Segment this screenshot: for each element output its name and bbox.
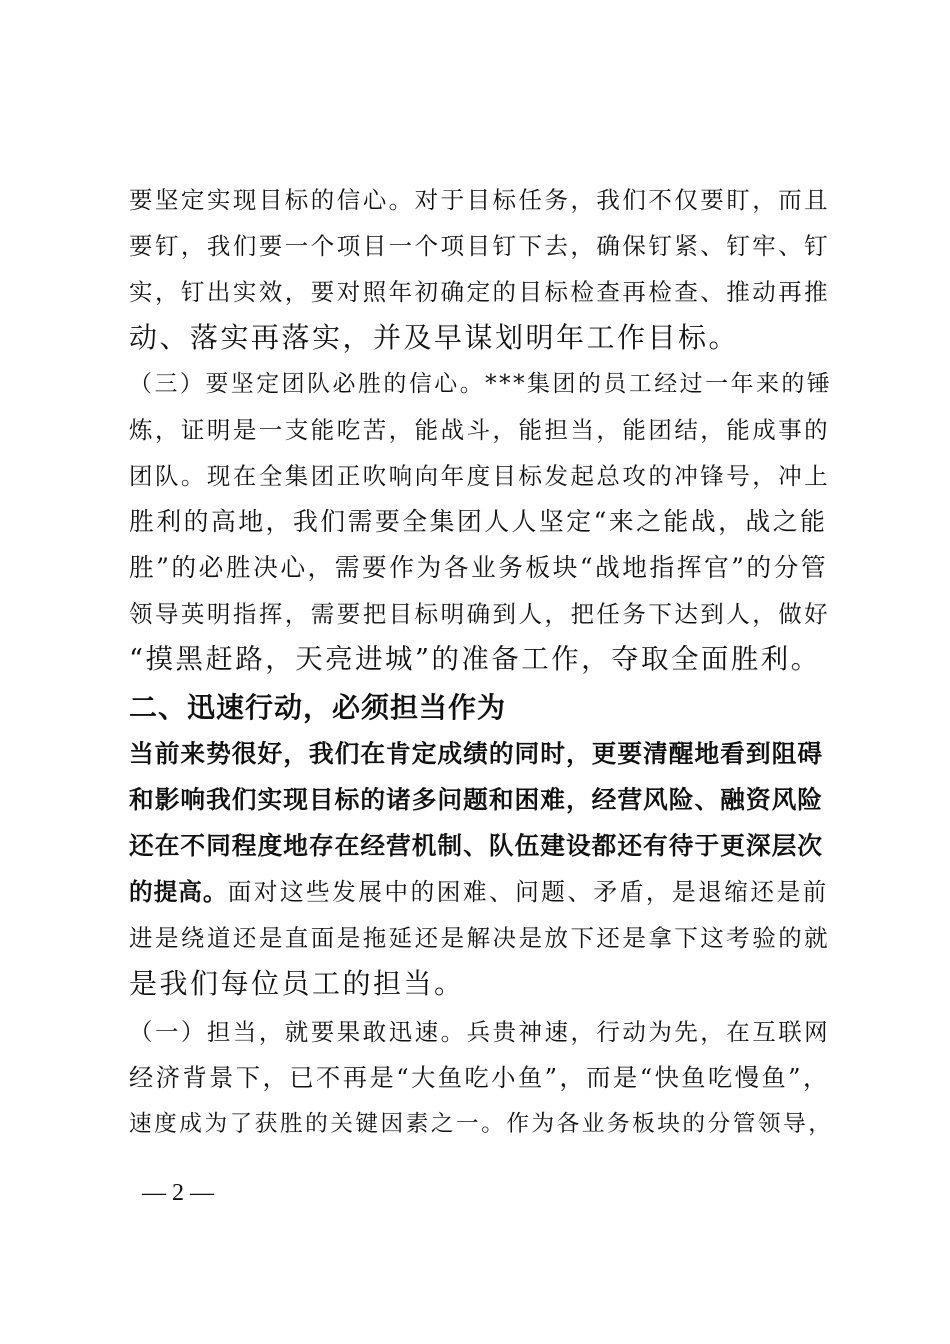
text-line: 实，钉出实效，要对照年初确定的目标检查再检查、推动再推 xyxy=(129,278,831,306)
text-line: 进是绕道还是直面是拖延还是解决是放下还是拿下这考验的就 xyxy=(129,924,831,952)
mixed-text-line xyxy=(129,872,829,912)
bold-text-line: 当前来势很好，我们在肯定成绩的同时，更要清醒地看到阻碍 xyxy=(129,739,823,768)
page-number: — 2 — xyxy=(142,1180,214,1206)
text-line: 速度成为了获胜的关键因素之一。作为各业务板块的分管领导， xyxy=(129,1111,834,1137)
text-line: （一）担当，就要果敢迅速。兵贵神速，行动为先，在互联网 xyxy=(129,1018,831,1046)
text-line: 领导英明指挥，需要把目标明确到人，把任务下达到人，做好 xyxy=(129,600,831,628)
text-line: 炼，证明是一支能吃苦，能战斗，能担当，能团结，能成事的 xyxy=(129,416,831,444)
bold-text-line: 和影响我们实现目标的诸多问题和困难，经营风险、融资风险 xyxy=(129,785,823,814)
text-line: 是我们每位员工的担当。 xyxy=(129,967,465,1000)
bold-fragment: 的提高。 xyxy=(129,878,228,906)
text-line: 动、落实再落实，并及早谋划明年工作目标。 xyxy=(129,321,740,354)
text-line: 要钉，我们要一个项目一个项目钉下去，确保钉紧、钉牢、钉 xyxy=(129,232,831,260)
text-line: 经济背景下，已不再是“大鱼吃小鱼”，而是“快鱼吃慢鱼”， xyxy=(129,1064,830,1092)
bold-text-line: 还在不同程度地存在经营机制、队伍建设都还有待于更深层次 xyxy=(129,831,823,860)
text-line: 要坚定实现目标的信心。对于目标任务，我们不仅要盯，而且 xyxy=(129,186,831,214)
text-line: 胜利的高地，我们需要全集团人人坚定“来之能战，战之能 xyxy=(129,507,828,536)
regular-fragment: 面对这些发展中的困难、问题、矛盾，是退缩还是前 xyxy=(227,878,829,906)
text-line: 团队。现在全集团正吹响向年度目标发起总攻的冲锋号，冲上 xyxy=(129,462,831,490)
text-line: （三）要坚定团队必胜的信心。***集团的员工经过一年来的锤 xyxy=(129,371,833,397)
section-heading: 二、迅速行动，必须担当作为 xyxy=(129,691,507,724)
text-line: 胜”的必胜决心，需要作为各业务板块“战地指挥官”的分管 xyxy=(129,553,829,582)
text-line: “摸黑赶路，天亮进城”的准备工作，夺取全面胜利。 xyxy=(129,644,821,675)
